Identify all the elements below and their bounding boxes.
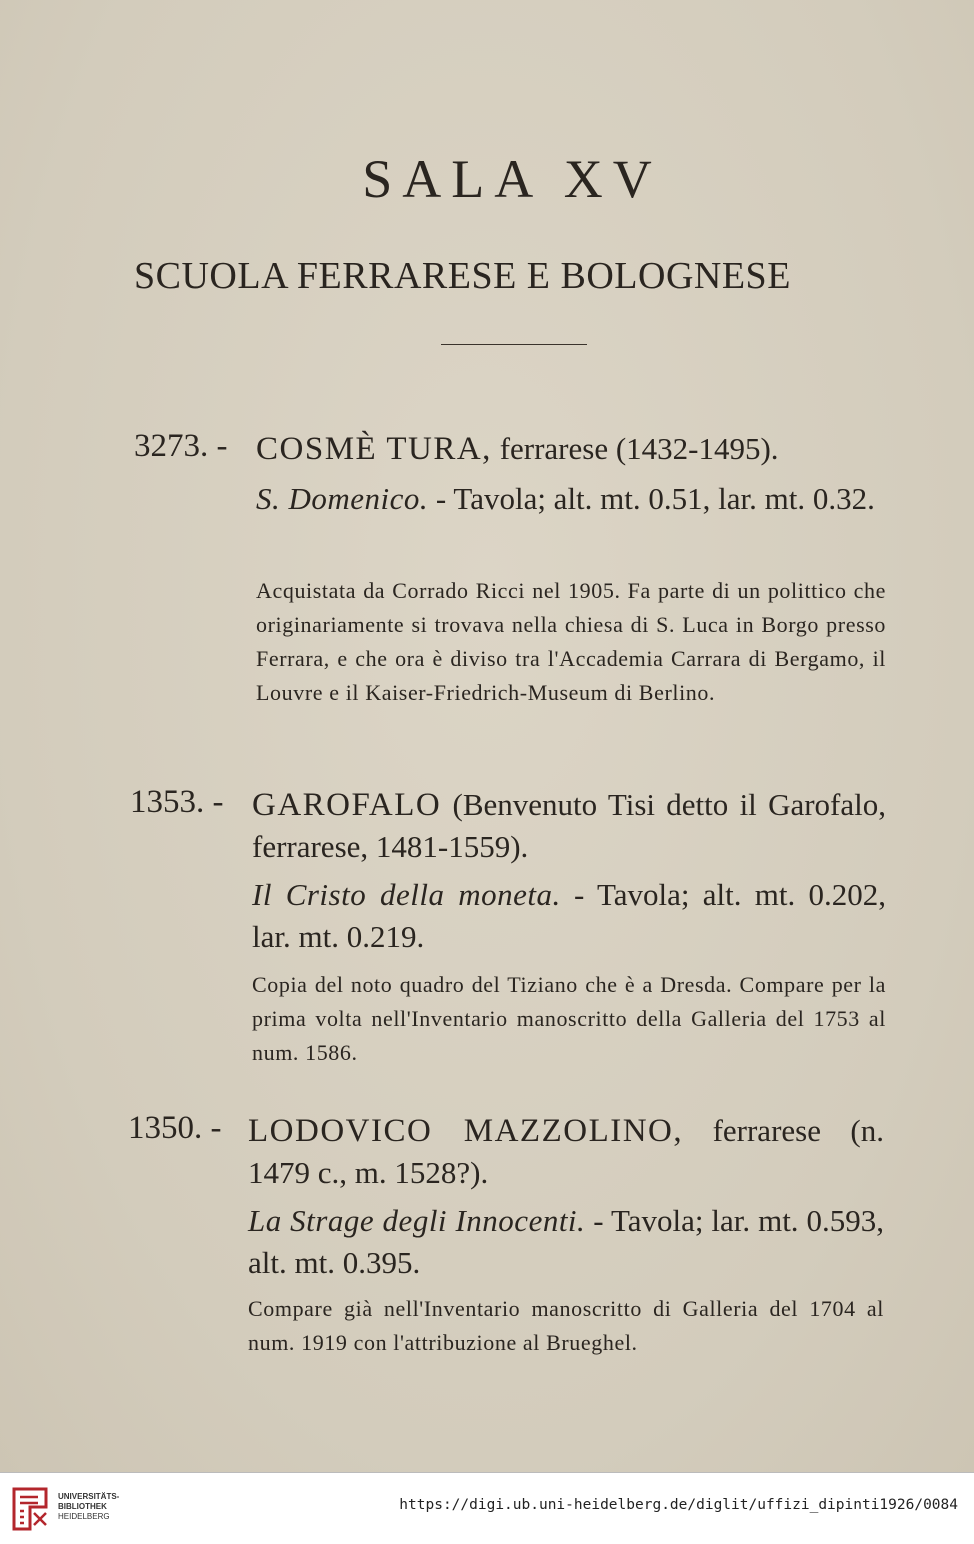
entry-number: 3273. - — [134, 428, 228, 464]
university-library-logo-icon — [10, 1485, 50, 1533]
artist-info: (Benvenuto Tisi detto il Garofalo, ferrarese, 1481-1559). — [252, 787, 886, 864]
library-name — [58, 1492, 119, 1522]
entry-number: 1353. - — [130, 784, 224, 820]
artist-name: LODOVICO MAZZOLINO, — [248, 1113, 684, 1149]
entry-heading — [252, 784, 886, 868]
artwork-desc: - Tavola; alt. mt. 0.51, lar. mt. 0.32. — [428, 481, 875, 516]
sala-title: SALA XV — [362, 149, 662, 209]
entry-number: 1350. - — [128, 1110, 222, 1146]
divider — [441, 344, 587, 345]
artwork-title: S. Domenico. — [256, 481, 429, 516]
entry-heading — [248, 1110, 884, 1194]
artwork-desc: - Tavola; lar. mt. 0.593, alt. mt. 0.395. — [248, 1203, 884, 1280]
library-name-line: UNIVERSITÄTS- — [58, 1492, 120, 1501]
artwork-desc: - Tavola; alt. mt. 0.202, lar. mt. 0.219. — [252, 877, 886, 954]
artwork-line — [252, 874, 886, 958]
artist-info: ferrarese (n. 1479 c., m. 1528?). — [248, 1113, 884, 1190]
viewer-footer — [0, 1472, 974, 1544]
entry-note: Acquistata da Corrado Ricci nel 1905. Fa parte di un polittico che originariamente si trovava nella chiesa di S. Luca in Borgo presso Ferrara, e che ora è diviso tra l'Accademia Carrara di Bergamo, il Louvre e il Kaiser-Friedrich-Museum di Berlino. — [256, 578, 886, 705]
artist-name: COSMÈ TURA, — [256, 431, 492, 467]
artist-info: ferrarese (1432-1495). — [491, 431, 779, 466]
artwork-title: La Strage degli Innocenti. — [248, 1203, 586, 1238]
artist-name: GAROFALO — [252, 787, 442, 823]
entry-note: Compare già nell'Inventario manoscritto di Galleria del 1704 al num. 1919 con l'attribuzione al Brueghel. — [248, 1296, 884, 1355]
artwork-title: Il Cristo della moneta. — [252, 877, 561, 912]
artwork-line — [248, 1200, 884, 1284]
entry-note: Copia del noto quadro del Tiziano che è a Dresda. Compare per la prima volta nell'Inventario manoscritto della Galleria del 1753 al num. 1586. — [252, 972, 886, 1065]
school-title: SCUOLA FERRARESE E BOLOGNESE — [134, 255, 791, 297]
artwork-line — [256, 478, 886, 520]
entry-heading — [256, 428, 896, 470]
library-name-line: BIBLIOTHEK — [58, 1502, 107, 1511]
library-name-line: HEIDELBERG — [58, 1512, 110, 1521]
page-url-link[interactable]: https://digi.ub.uni-heidelberg.de/diglit/uffizi_dipinti1926/0084 — [399, 1497, 958, 1513]
